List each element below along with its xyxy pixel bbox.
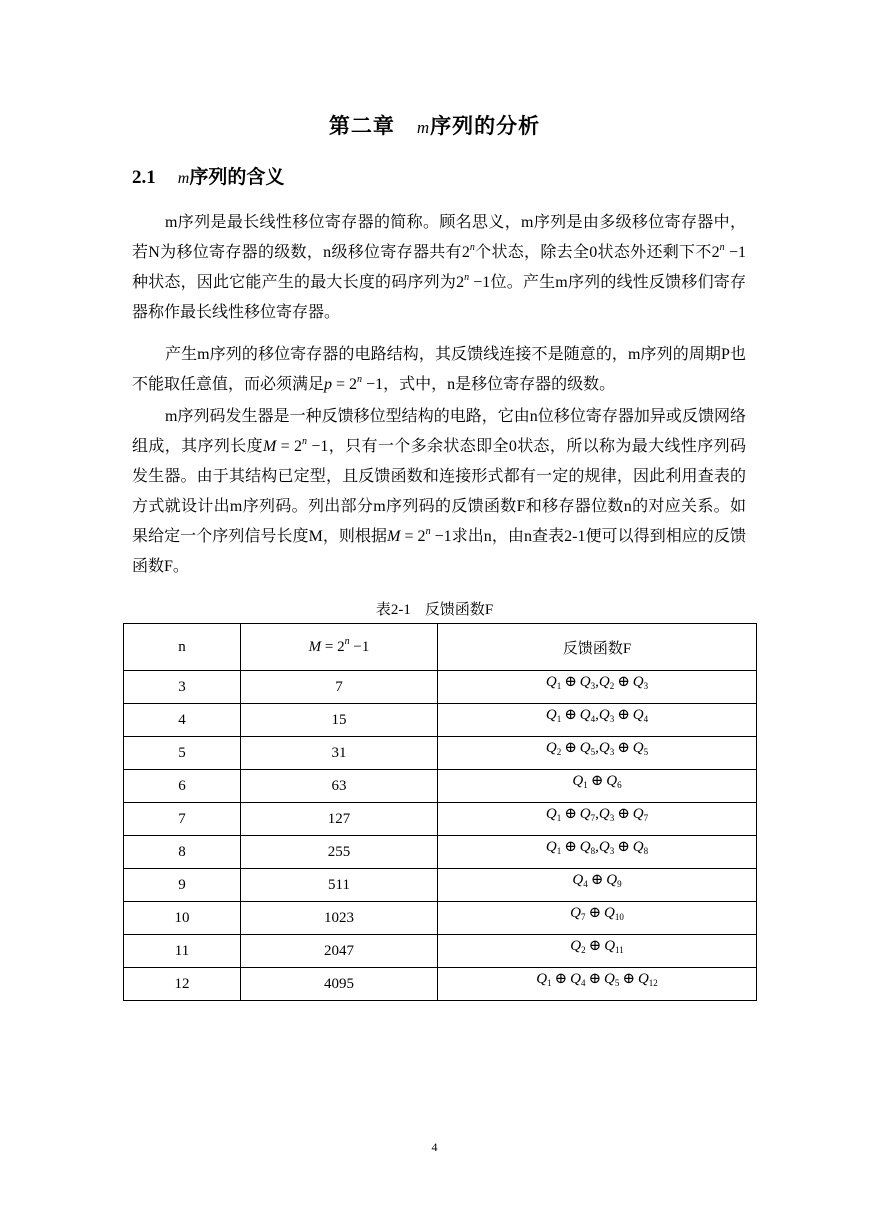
table-caption — [0, 598, 869, 619]
table-cell-n: 9 — [124, 869, 241, 902]
table-cell-n: 10 — [124, 902, 241, 935]
p3-text-b: ，只有一个多余状态即全0状态，所以称为最大线性序列码发生器。由于其结构已定型，且反馈函数和连接形式都有一定的规律，因此利用查表的方式就设计出m序列码。列出部分m序列码的反馈函数F和移存器位数n的对应关系。如果给定一个序列信号长度M，则根据 — [132, 438, 746, 545]
table-cell-m: 511 — [241, 869, 438, 902]
table-cell-m: 15 — [241, 704, 438, 737]
chapter-var: m — [416, 118, 431, 137]
table-cell-m: 4095 — [241, 968, 438, 1001]
table-cell-n: 12 — [124, 968, 241, 1001]
header-m: $M = 2^n -1$ — [241, 624, 438, 671]
section-var: m — [177, 170, 190, 187]
table-row — [124, 902, 757, 935]
table-row — [124, 968, 757, 1001]
table-row — [124, 704, 757, 737]
header-f: 反馈函数F — [438, 624, 757, 671]
header-n: n — [124, 624, 241, 671]
table-row — [124, 803, 757, 836]
table-body — [124, 671, 757, 1001]
feedback-formula: $Q_2$ ⊕ $Q_{11}$ — [570, 937, 624, 955]
table-cell-m: 31 — [241, 737, 438, 770]
table-cell-f — [438, 803, 757, 836]
feedback-formula: $Q_1$ ⊕ $Q_8,Q_3$ ⊕ $Q_8$ — [545, 838, 649, 856]
formula-p: $p = 2^n -1$ — [324, 374, 384, 393]
table-cell-n: 5 — [124, 737, 241, 770]
p1-text-b: 个状态，除去全0状态外还剩下不 — [474, 244, 712, 261]
section-number: 2.1 — [132, 167, 156, 188]
feedback-formula: $Q_1$ ⊕ $Q_7,Q_3$ ⊕ $Q_7$ — [545, 805, 649, 823]
table-cell-n: 6 — [124, 770, 241, 803]
table-cell-n: 11 — [124, 935, 241, 968]
table-cell-f — [438, 935, 757, 968]
table-cell-f — [438, 869, 757, 902]
table-cell-n: 7 — [124, 803, 241, 836]
chapter-label: 第二章 — [328, 114, 395, 138]
chapter-title — [0, 110, 869, 140]
feedback-formula: $Q_1$ ⊕ $Q_4,Q_3$ ⊕ $Q_4$ — [545, 706, 649, 724]
table-cell-f — [438, 902, 757, 935]
table-row — [124, 836, 757, 869]
table-cell-f — [438, 770, 757, 803]
table-cell-n: 3 — [124, 671, 241, 704]
p1-text-d: 位。产生m序列的线性反馈移们寄存器称作最长线性移位寄存器。 — [132, 274, 746, 321]
table-cell-m: 2047 — [241, 935, 438, 968]
table-caption-number: 表2-1 — [375, 602, 411, 618]
table-row — [124, 770, 757, 803]
feedback-formula: $Q_7$ ⊕ $Q_{10}$ — [570, 904, 624, 922]
feedback-formula: $Q_1$ ⊕ $Q_3,Q_2$ ⊕ $Q_3$ — [545, 673, 649, 691]
chapter-rest: 序列的分析 — [430, 114, 541, 138]
table-cell-m: 127 — [241, 803, 438, 836]
feedback-function-table — [123, 623, 757, 1001]
feedback-formula: $Q_1$ ⊕ $Q_4$ ⊕ $Q_5$ ⊕ $Q_{12}$ — [536, 970, 658, 988]
formula-2n-minus-1: $2^n -1$ — [711, 242, 746, 261]
table-row — [124, 737, 757, 770]
table-row — [124, 935, 757, 968]
p2-text-a: 产生m序列的移位寄存器的电路结构，其反馈线连接不是随意的，m序列的周期P也不能取任意值，而必须满足 — [132, 346, 746, 393]
table-cell-f — [438, 671, 757, 704]
table-cell-n: 4 — [124, 704, 241, 737]
formula-M: $M = 2^n -1$ — [262, 436, 329, 455]
feedback-formula: $Q_2$ ⊕ $Q_5,Q_3$ ⊕ $Q_5$ — [545, 739, 649, 757]
table-cell-m: 1023 — [241, 902, 438, 935]
p1-text-a: m序列是最长线性移位寄存器的简称。顾名思义，m序列是由多级移位寄存器中，若N为移位寄存器的级数，n级移位寄存器共有 — [132, 214, 746, 261]
p3-text-a: m序列码发生器是一种反馈移位型结构的电路，它由n位移位寄存器加异或反馈网络组成，其序列长度 — [132, 408, 746, 455]
table-cell-f — [438, 968, 757, 1001]
feedback-formula: $Q_1$ ⊕ $Q_6$ — [572, 772, 622, 790]
table-header-row — [124, 624, 757, 671]
table-cell-m: 7 — [241, 671, 438, 704]
p1-text-c: 种状态，因此它能产生的最大长度的码序列为 — [132, 274, 457, 291]
formula-M-b: $M = 2^n -1$ — [387, 526, 452, 545]
table-cell-f — [438, 704, 757, 737]
table-cell-m: 63 — [241, 770, 438, 803]
p2-text-b: ，式中，n是移位寄存器的级数。 — [383, 376, 616, 393]
formula-2n-minus-1-b: $2^n -1$ — [456, 272, 491, 291]
table-cell-m: 255 — [241, 836, 438, 869]
table-cell-n: 8 — [124, 836, 241, 869]
table-caption-text: 反馈函数F — [424, 602, 494, 618]
paragraph-3 — [132, 402, 746, 582]
table-row — [124, 869, 757, 902]
p3-text-c: 求出n，由n查表2-1便可以得到相应的反馈函数F。 — [132, 528, 746, 575]
table-cell-f — [438, 737, 757, 770]
section-rest: 序列的含义 — [189, 167, 285, 188]
section-title — [132, 162, 284, 189]
paragraph-2 — [132, 340, 746, 400]
table-row — [124, 671, 757, 704]
feedback-formula: $Q_4$ ⊕ $Q_9$ — [572, 871, 622, 889]
formula-2n: 2$^n$ — [461, 242, 475, 261]
paragraph-1 — [132, 208, 746, 328]
table-cell-f — [438, 836, 757, 869]
page-number: 4 — [431, 1140, 438, 1154]
